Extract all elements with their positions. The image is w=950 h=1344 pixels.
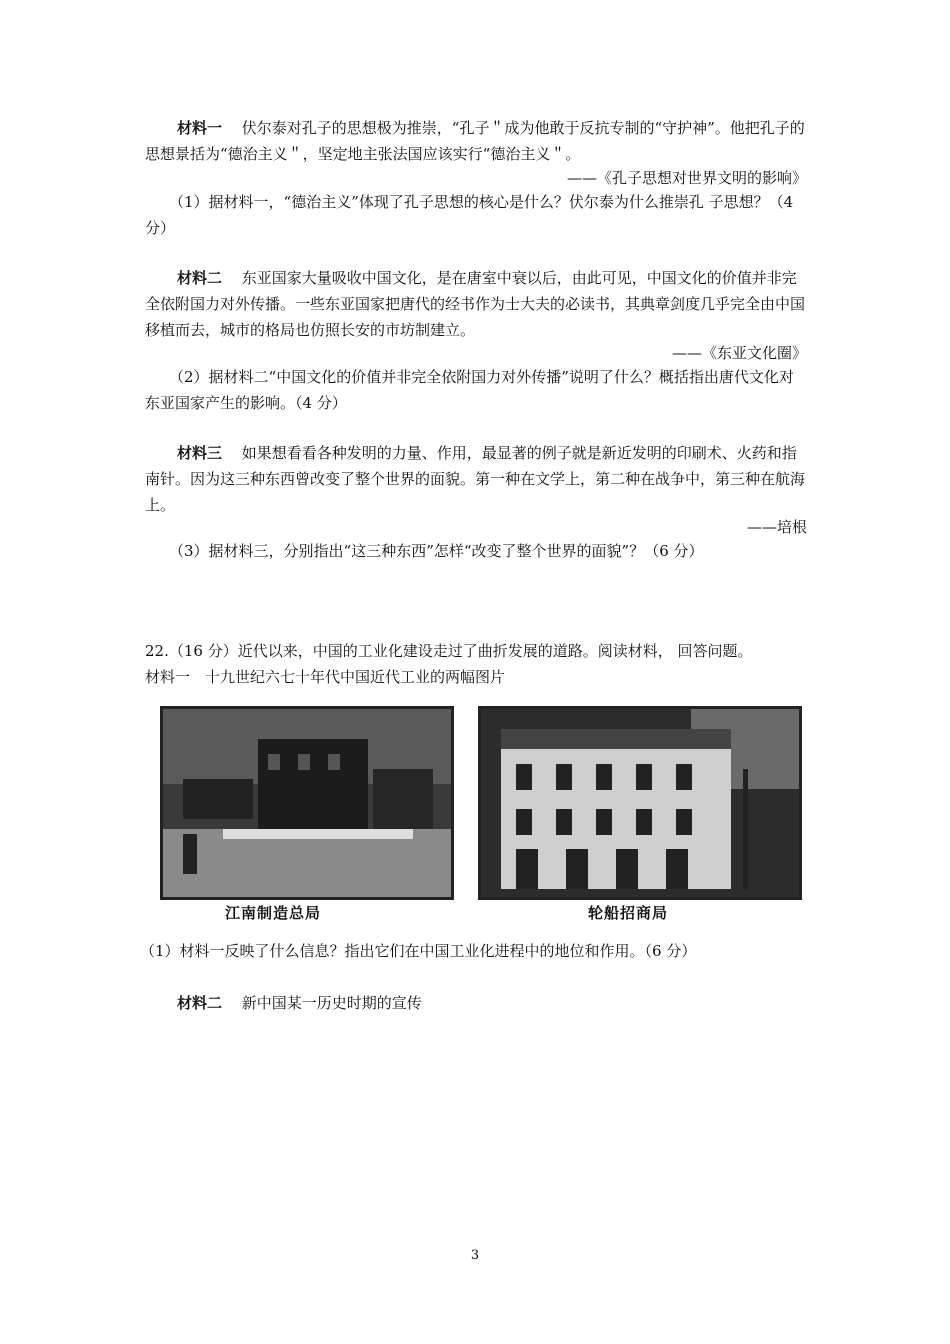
photo-jiangnan-arsenal: [160, 706, 454, 900]
material3-source: ——培根: [746, 518, 807, 536]
material2-source: ——《东亚文化圈》: [671, 344, 807, 362]
material1-text: [145, 115, 807, 167]
page-number: 3: [470, 1248, 480, 1263]
material3-text: [145, 440, 807, 518]
question-3: （3）据材料三，分别指出“这三种东西”怎样“改变了整个世界的面貌”？（6 分）: [169, 542, 704, 560]
material1-source: ——《孔子思想对世界文明的影响》: [566, 169, 807, 187]
q22-material1-title: 材料一 十九世纪六七十年代中国近代工业的两幅图片: [145, 668, 506, 686]
material2-label: 材料二: [177, 269, 223, 287]
photo-china-merchants: [478, 706, 802, 900]
material2-body: 东亚国家大量吸收中国文化，是在唐室中衰以后，由此可见，中国文化的价值并非完全依附国力对外传播。一些东亚国家把唐代的经书作为士大夫的必读书，其典章剑度几乎完全由中国移植而去，城市的格局也仿照长安的市坊制建立。: [145, 269, 806, 339]
q22-material2-text: 新中国某一历史时期的宣传: [241, 994, 422, 1012]
question-1: （1）据材料一，“德治主义”体现了孔子思想的核心是什么？伏尔泰为什么推崇孔 子思想？（4 分）: [145, 193, 794, 237]
photo1-caption: 江南制造总局: [225, 904, 322, 922]
q22-material2-label: 材料二: [177, 994, 223, 1012]
photo2-caption: 轮船招商局: [588, 904, 669, 922]
q22-material2: [145, 990, 807, 1016]
material3-body: 如果想看看各种发明的力量、作用，最显著的例子就是新近发明的印刷术、火药和指南针。因为这三种东西曾改变了整个世界的面貌。第一种在文学上，第二种在战争中，第三种在航海上。: [145, 444, 806, 514]
material1-label: 材料一: [177, 119, 223, 137]
question-2: （2）据材料二“中国文化的价值并非完全依附国力对外传播”说明了什么？概括指出唐代文化对东亚国家产生的影响。（4 分）: [145, 368, 794, 412]
material2-text: [145, 265, 807, 343]
material3-label: 材料三: [177, 444, 223, 462]
q22-question-1: （1）材料一反映了什么信息？指出它们在中国工业化进程中的地位和作用。（6 分）: [140, 942, 697, 960]
q22-intro: 22.（16 分）近代以来，中国的工业化建设走过了曲折发展的道路。阅读材料， 回答问题。: [145, 642, 753, 660]
material1-body: 伏尔泰对孔子的思想极为推崇，“孔子＂成为他敢于反抗专制的“守护神”。他把孔子的思想景括为“德治主义＂，坚定地主张法国应该实行“德治主义＂。: [145, 119, 805, 163]
